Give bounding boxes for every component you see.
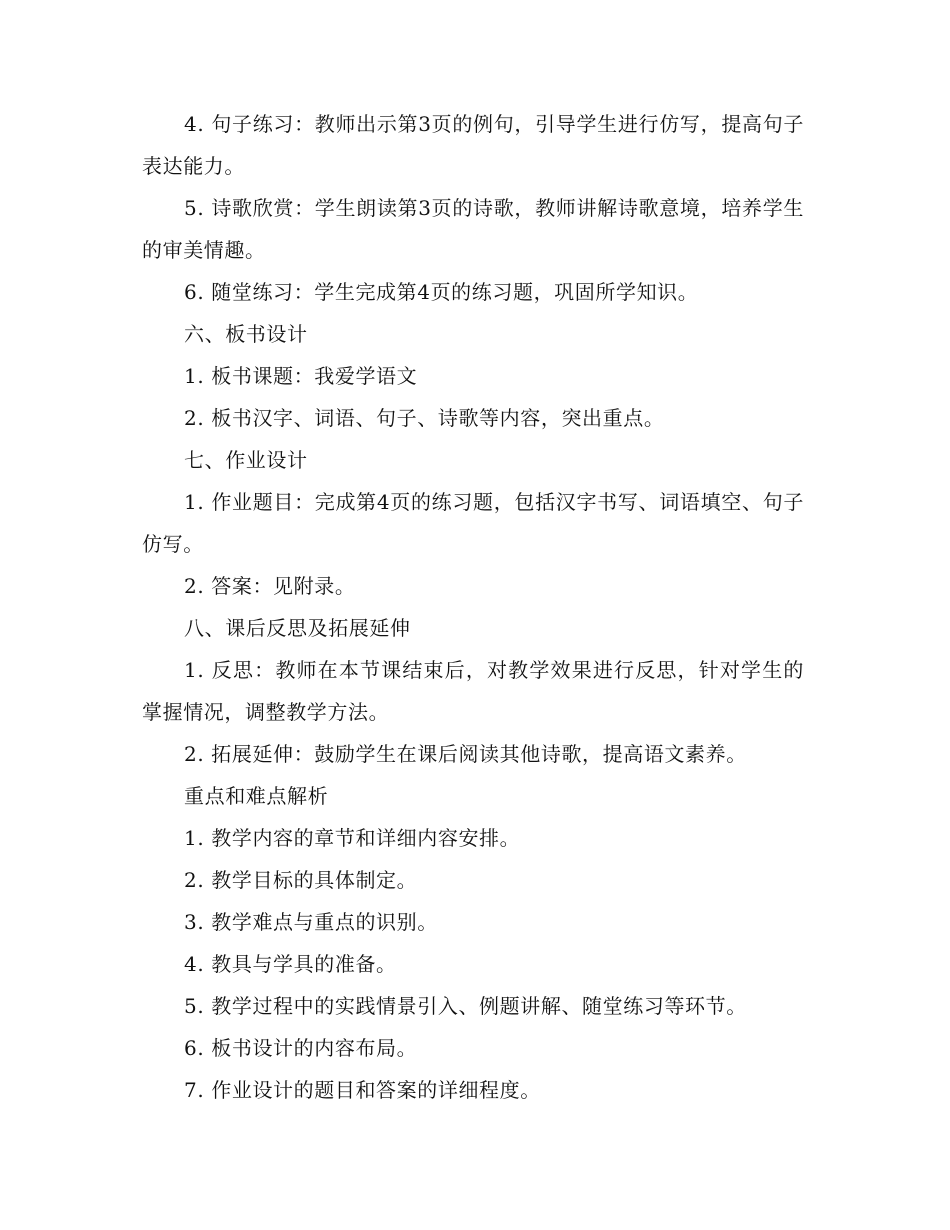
paragraph-blackboard-content: 2. 板书汉字、词语、句子、诗歌等内容，突出重点。 <box>184 406 665 430</box>
document-body <box>142 103 804 1111</box>
section-heading-blackboard-design: 六、板书设计 <box>184 322 308 346</box>
list-item-key-point: 5. 教学过程中的实践情景引入、例题讲解、随堂练习等环节。 <box>184 994 747 1018</box>
section-heading-key-points: 重点和难点解析 <box>184 784 329 808</box>
paragraph-classroom-exercise: 6. 随堂练习：学生完成第4页的练习题，巩固所学知识。 <box>184 280 699 304</box>
paragraph-extension: 2. 拓展延伸：鼓励学生在课后阅读其他诗歌，提高语文素养。 <box>184 742 747 766</box>
list-item-key-point: 4. 教具与学具的准备。 <box>184 952 397 976</box>
paragraph-homework-topic: 1. 作业题目：完成第4页的练习题，包括汉字书写、词语填空、句子仿写。 <box>142 490 804 556</box>
list-item-key-point: 3. 教学难点与重点的识别。 <box>184 910 438 934</box>
list-item-key-point: 2. 教学目标的具体制定。 <box>184 868 418 892</box>
list-item-key-point: 6. 板书设计的内容布局。 <box>184 1036 418 1060</box>
section-heading-reflection: 八、课后反思及拓展延伸 <box>184 616 411 640</box>
paragraph-poetry-appreciation: 5. 诗歌欣赏：学生朗读第3页的诗歌，教师讲解诗歌意境，培养学生的审美情趣。 <box>142 196 804 262</box>
list-item-key-point: 7. 作业设计的题目和答案的详细程度。 <box>184 1078 541 1102</box>
paragraph-blackboard-title: 1. 板书课题：我爱学语文 <box>184 364 418 388</box>
section-heading-homework-design: 七、作业设计 <box>184 448 308 472</box>
paragraph-homework-answer: 2. 答案：见附录。 <box>184 574 356 598</box>
paragraph-sentence-practice: 4. 句子练习：教师出示第3页的例句，引导学生进行仿写，提高句子表达能力。 <box>142 112 804 178</box>
list-item-key-point: 1. 教学内容的章节和详细内容安排。 <box>184 826 521 850</box>
paragraph-reflection: 1. 反思：教师在本节课结束后，对教学效果进行反思，针对学生的掌握情况，调整教学方法。 <box>142 658 804 724</box>
